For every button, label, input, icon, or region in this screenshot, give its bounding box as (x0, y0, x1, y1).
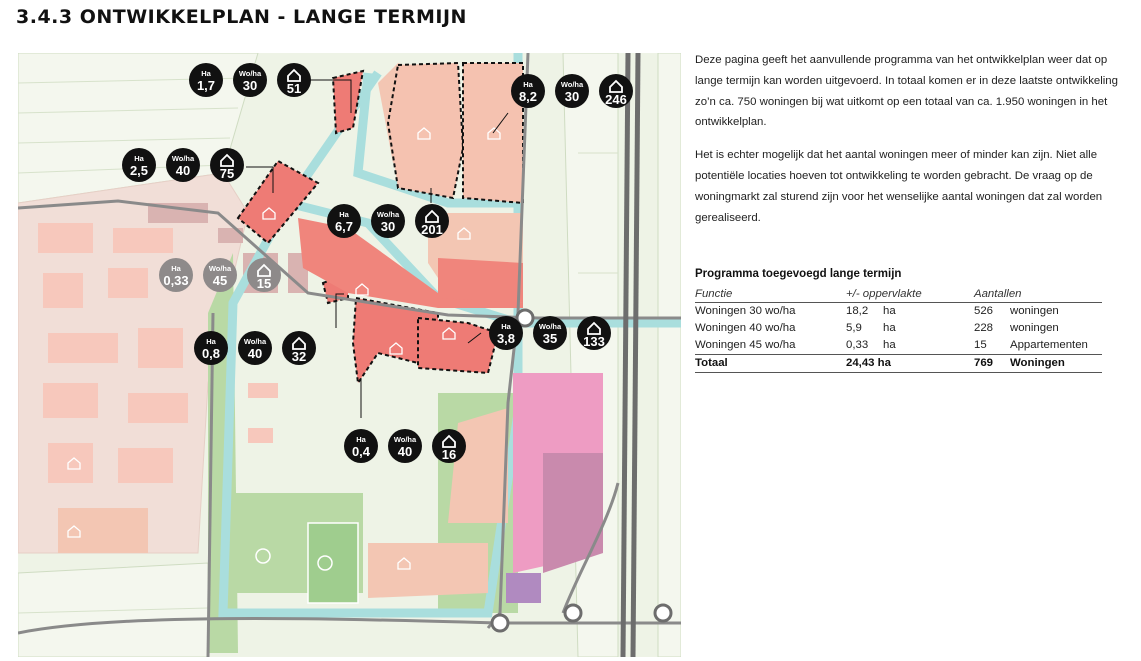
cell-aantal: 526 (974, 305, 994, 317)
marker-ha-label: Ha (356, 435, 366, 444)
density-marker (159, 258, 281, 292)
marker-ha-label: Ha (501, 322, 511, 331)
marker-density-value: 35 (542, 331, 558, 346)
cell-type: Appartementen (1010, 339, 1088, 351)
table-total-row (695, 355, 1102, 373)
marker-ha-label: Ha (201, 69, 211, 78)
marker-homes-value: 32 (291, 349, 307, 364)
marker-density-label: Wo/ha (208, 264, 232, 273)
table-header-row (695, 287, 1102, 303)
table-title: Programma toegevoegd lange termijn (695, 268, 902, 280)
marker-homes-value: 51 (286, 81, 302, 96)
table-row (695, 320, 1102, 337)
cell-total-aantal: 769 (974, 355, 1010, 373)
cell-functie: Woningen 40 wo/ha (695, 322, 796, 334)
header-oppervlakte: +/- oppervlakte (846, 287, 974, 303)
cell-opp: 18,2 (846, 305, 869, 317)
marker-ha-value: 3,8 (496, 331, 516, 346)
marker-ha-value: 8,2 (518, 89, 538, 104)
cell-total-type: Woningen (1010, 355, 1102, 373)
marker-density-value: 30 (242, 78, 258, 93)
cell-functie: Woningen 45 wo/ha (695, 339, 796, 351)
marker-ha-value: 0,8 (201, 346, 221, 361)
density-marker (122, 148, 244, 182)
marker-density-value: 30 (564, 89, 580, 104)
marker-ha-label: Ha (523, 80, 533, 89)
marker-homes-value: 16 (441, 447, 457, 462)
marker-ha-label: Ha (206, 337, 216, 346)
density-marker (194, 331, 316, 365)
marker-ha-value: 6,7 (334, 219, 354, 234)
marker-density-value: 40 (247, 346, 263, 361)
cell-opp: 0,33 (846, 339, 869, 351)
cell-unit: ha (883, 339, 896, 351)
description-paragraph: Deze pagina geeft het aanvullende programma van het ontwikkelplan weer dat op lange termijn kan worden uitgevoerd. In totaal komen er in deze laatste ontwikkeling zo’n ca. 750 woningen bij wat uitkomt op een totaal van ca. 1.950 woningen in het ontwikkelplan. (695, 54, 1118, 129)
cell-aantal: 228 (974, 322, 994, 334)
marker-ha-label: Ha (339, 210, 349, 219)
cell-unit: ha (883, 322, 896, 334)
sports-field (308, 523, 358, 603)
marker-density-label: Wo/ha (560, 80, 584, 89)
marker-density-label: Wo/ha (243, 337, 267, 346)
density-marker (489, 316, 611, 350)
marker-homes-value: 133 (583, 334, 605, 349)
cell-functie: Woningen 30 wo/ha (695, 305, 796, 317)
long-term-large-areas (388, 63, 523, 203)
marker-ha-value: 2,5 (129, 163, 149, 178)
marker-homes-value: 75 (219, 166, 235, 181)
marker-density-label: Wo/ha (238, 69, 262, 78)
cell-unit: ha (883, 305, 896, 317)
marker-density-value: 40 (175, 163, 191, 178)
marker-density-label: Wo/ha (538, 322, 562, 331)
marker-ha-value: 0,4 (351, 444, 371, 459)
marker-ha-label: Ha (134, 154, 144, 163)
cell-total-opp: 24,43 ha (846, 355, 974, 373)
development-map (18, 53, 681, 657)
marker-density-value: 40 (397, 444, 413, 459)
marker-density-label: Wo/ha (376, 210, 400, 219)
marker-ha-label: Ha (171, 264, 181, 273)
marker-density-label: Wo/ha (171, 154, 195, 163)
cell-type: woningen (1010, 305, 1059, 317)
marker-homes-value: 201 (421, 222, 443, 237)
marker-density-value: 45 (212, 273, 228, 288)
marker-ha-value: 1,7 (196, 78, 216, 93)
cell-type: woningen (1010, 322, 1059, 334)
density-marker (344, 429, 466, 463)
density-marker (189, 63, 311, 97)
marker-density-value: 30 (380, 219, 396, 234)
density-marker (511, 74, 633, 108)
page-title: 3.4.3 ONTWIKKELPLAN - LANGE TERMIJN (16, 6, 467, 28)
program-table (695, 287, 1102, 373)
header-functie: Functie (695, 287, 846, 303)
marker-ha-value: 0,33 (163, 273, 189, 288)
table-row (695, 303, 1102, 321)
description-paragraph: Het is echter mogelijk dat het aantal woningen meer of minder kan zijn. Niet alle potentiële locaties hoeven tot ontwikkeling te worden gebracht. De vraag op de woningmarkt zal sturend zijn voor het wenselijke aantal woningen dat zal worden gerealiseerd. (695, 149, 1103, 224)
density-marker (327, 204, 449, 238)
marker-homes-value: 15 (256, 276, 272, 291)
table-row (695, 337, 1102, 355)
cell-aantal: 15 (974, 339, 987, 351)
cell-opp: 5,9 (846, 322, 862, 334)
header-aantallen: Aantallen (974, 287, 1102, 303)
marker-homes-value: 246 (605, 92, 627, 107)
cell-total-label: Totaal (695, 355, 846, 373)
marker-density-label: Wo/ha (393, 435, 417, 444)
description (695, 50, 1135, 240)
